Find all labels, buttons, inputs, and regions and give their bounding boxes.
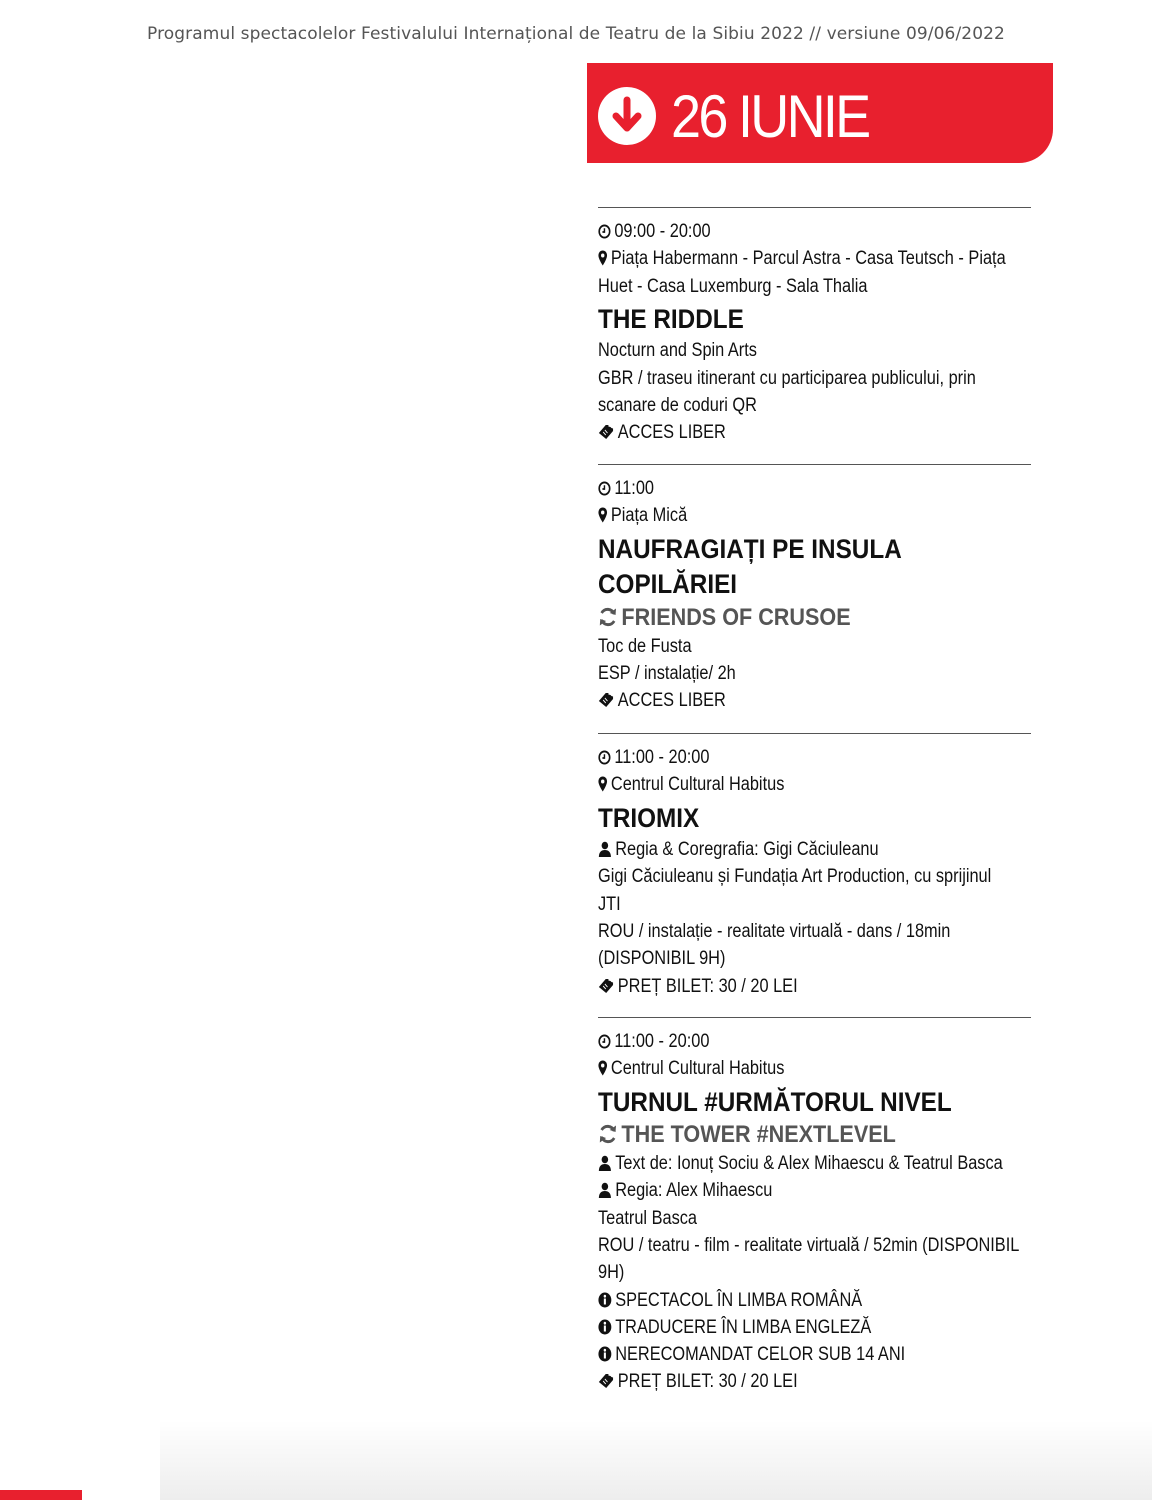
- event-company: Nocturn and Spin Arts: [598, 340, 757, 362]
- event-location-text: Centrul Cultural Habitus: [610, 1058, 785, 1080]
- event-location: [598, 502, 1030, 529]
- ticket-icon: [598, 424, 614, 440]
- clock-icon: [598, 750, 611, 765]
- map-pin-icon: [598, 507, 607, 523]
- event-company: Teatrul Basca: [598, 1207, 698, 1229]
- event-title: TURNUL #URMĂTORUL NIVEL: [598, 1086, 952, 1117]
- event-person-text: Regia & Coregrafia: Gigi Căciuleanu: [615, 839, 879, 861]
- event-company: Gigi Căciuleanu și Fundația Art Production, cu sprijinul JTI: [598, 866, 992, 915]
- banner-date: 26 IUNIE: [671, 82, 869, 150]
- event-subtitle: [598, 603, 1031, 633]
- clock-icon: [598, 1034, 611, 1049]
- event-subtitle-text: FRIENDS OF CRUSOE: [621, 603, 851, 631]
- event-info: [598, 1287, 1030, 1314]
- clock-icon: [598, 224, 611, 239]
- event-person-text: Regia: Alex Mihaescu: [615, 1180, 773, 1202]
- event-subtitle-text: THE TOWER #NEXTLEVEL: [621, 1121, 896, 1149]
- event-location: [598, 771, 1030, 798]
- event-time: [598, 218, 1030, 245]
- event-details: ESP / instalație/ 2h: [598, 662, 736, 684]
- info-icon: [598, 1346, 612, 1362]
- event-info-text: NERECOMANDAT CELOR SUB 14 ANI: [615, 1344, 906, 1366]
- event-ticket: [598, 1368, 1030, 1395]
- event-details: GBR / traseu itinerant cu participarea publicului, prin scanare de coduri QR: [598, 367, 976, 416]
- event-ticket-text: PREȚ BILET: 30 / 20 LEI: [617, 1371, 798, 1393]
- user-icon: [598, 1155, 612, 1171]
- clock-icon: [598, 481, 611, 496]
- event-item: [598, 464, 1031, 733]
- event-location-text: Piața Mică: [610, 505, 688, 527]
- page-shadow: [160, 1420, 1152, 1500]
- map-pin-icon: [598, 250, 607, 266]
- event-subtitle: [598, 1120, 1031, 1150]
- info-icon: [598, 1319, 612, 1335]
- refresh-icon: [598, 1124, 618, 1144]
- event-time: [598, 475, 1030, 502]
- event-item: [598, 1017, 1031, 1396]
- event-ticket-text: ACCES LIBER: [617, 422, 726, 444]
- refresh-icon: [598, 607, 618, 627]
- event-info: [598, 1314, 1030, 1341]
- event-ticket: [598, 419, 1030, 446]
- ticket-icon: [598, 978, 614, 994]
- event-person: [598, 1150, 1030, 1177]
- event-company: Toc de Fusta: [598, 635, 692, 657]
- event-time: [598, 744, 1030, 771]
- event-info-text: SPECTACOL ÎN LIMBA ROMÂNĂ: [615, 1289, 863, 1311]
- event-title: NAUFRAGIAȚI PE INSULA COPILĂRIEI: [598, 533, 901, 600]
- page-header: Programul spectacolelor Festivalului Internațional de Teatru de la Sibiu 2022 // versiune 09/06/2022: [147, 24, 1005, 44]
- event-title: THE RIDDLE: [598, 303, 744, 334]
- event-title: TRIOMIX: [598, 802, 700, 833]
- user-icon: [598, 1182, 612, 1198]
- event-ticket: [598, 687, 1030, 714]
- event-location-text: Piața Habermann - Parcul Astra - Casa Teutsch - Piața Huet - Casa Luxemburg - Sala Thalia: [598, 248, 1006, 297]
- event-location-text: Centrul Cultural Habitus: [610, 774, 785, 796]
- map-pin-icon: [598, 776, 607, 792]
- event-info: [598, 1341, 1030, 1368]
- event-ticket-text: PREȚ BILET: 30 / 20 LEI: [617, 975, 798, 997]
- event-time-text: 11:00 - 20:00: [614, 747, 710, 768]
- event-person-text: Text de: Ionuț Sociu & Alex Mihaescu & Teatrul Basca: [615, 1153, 1003, 1175]
- arrow-down-circle-icon: [597, 86, 657, 146]
- map-pin-icon: [598, 1060, 607, 1076]
- event-list: [598, 207, 1031, 1396]
- event-item: [598, 207, 1031, 464]
- event-location: [598, 1055, 1030, 1082]
- event-time-text: 11:00 - 20:00: [614, 1031, 710, 1052]
- ticket-icon: [598, 692, 614, 708]
- event-details: ROU / instalație - realitate virtuală - dans / 18min (DISPONIBIL 9H): [598, 920, 951, 970]
- event-time-text: 09:00 - 20:00: [614, 221, 711, 242]
- user-icon: [598, 841, 612, 857]
- event-person: [598, 1177, 1030, 1204]
- event-info-text: TRADUCERE ÎN LIMBA ENGLEZĂ: [615, 1316, 872, 1338]
- event-person: [598, 836, 1030, 863]
- event-time-text: 11:00: [614, 478, 655, 499]
- event-ticket: [598, 973, 1030, 1000]
- event-details: ROU / teatru - film - realitate virtuală / 52min (DISPONIBIL 9H): [598, 1234, 1019, 1284]
- event-time: [598, 1028, 1030, 1055]
- event-item: [598, 733, 1031, 1017]
- ticket-icon: [598, 1373, 614, 1389]
- info-icon: [598, 1292, 612, 1308]
- event-location: [598, 245, 1030, 300]
- event-ticket-text: ACCES LIBER: [617, 690, 726, 712]
- corner-accent: [0, 1490, 82, 1500]
- date-banner: [587, 63, 1053, 163]
